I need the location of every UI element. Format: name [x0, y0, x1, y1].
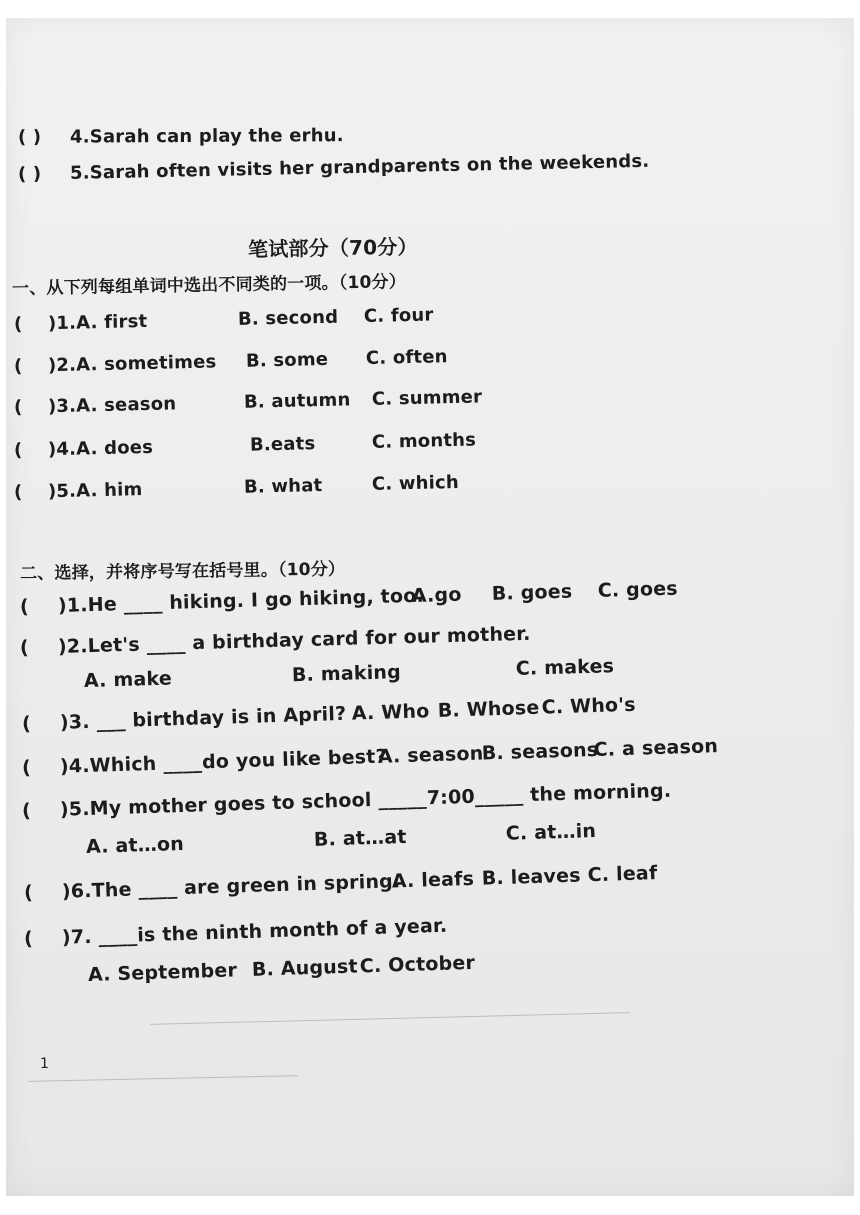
answer-bracket: (: [13, 396, 23, 418]
option-b: B. leaves: [481, 864, 581, 890]
answer-bracket: (: [13, 355, 23, 377]
option-c: C. summer: [371, 386, 483, 410]
answer-bracket: (: [13, 313, 23, 335]
option-a: )4.A. does: [47, 436, 154, 461]
question-text: )2.Let's ____ a birthday card for our mother.: [57, 622, 531, 658]
option-c: C. at…in: [505, 819, 597, 845]
option-c: C. Who's: [541, 693, 637, 719]
option-b: B. what: [243, 475, 323, 498]
question-text: )1.He ____ hiking. I go hiking, too.: [57, 584, 425, 617]
answer-bracket: ( ): [17, 126, 42, 148]
answer-bracket: (: [23, 881, 34, 904]
option-b: B. August: [251, 955, 359, 981]
answer-bracket: (: [21, 712, 32, 735]
option-b: B. second: [237, 306, 339, 330]
answer-bracket: (: [19, 595, 30, 618]
question-text: )3. ___ birthday is in April?: [59, 702, 347, 734]
option-c: C. four: [363, 304, 434, 328]
section-title: 笔试部分（70分）: [247, 234, 418, 262]
option-b: B. autumn: [243, 389, 351, 413]
option-c: C. often: [365, 346, 448, 370]
option-c: C. goes: [597, 577, 679, 602]
answer-bracket: (: [23, 927, 34, 950]
answer-bracket: (: [19, 636, 30, 659]
part2-heading: 二、选择，并将序号写在括号里。（10分）: [19, 559, 346, 584]
option-c: C. makes: [515, 655, 615, 680]
option-a: A. make: [83, 667, 173, 692]
question-text: )5.My mother goes to school _____7:00_____ the morning.: [59, 779, 672, 821]
part1-heading: 一、从下列每组单词中选出不同类的一项。（10分）: [11, 272, 407, 299]
statement-text: 5.Sarah often visits her grandparents on the weekends.: [69, 150, 650, 184]
option-a: )3.A. season: [47, 393, 177, 418]
question-text: )4.Which ____do you like best?: [59, 745, 388, 778]
option-c: C. which: [371, 471, 460, 495]
option-b: B. Whose: [437, 696, 540, 722]
answer-bracket: ( ): [17, 163, 42, 185]
option-a: )2.A. sometimes: [47, 351, 217, 377]
option-b: B. seasons: [481, 738, 599, 765]
option-a: A. Who: [351, 700, 430, 725]
option-a: A. September: [87, 959, 238, 986]
option-c: C. October: [359, 951, 476, 978]
answer-bracket: (: [21, 756, 32, 779]
question-text: )7. ____is the ninth month of a year.: [61, 914, 448, 949]
question-text: )6.The ____ are green in spring.: [61, 870, 401, 903]
option-b: B.eats: [249, 433, 316, 456]
option-b: B. at…at: [313, 825, 407, 851]
option-b: B. some: [245, 348, 329, 372]
true-false-item-4: [18, 125, 344, 148]
option-a: )5.A. him: [47, 479, 143, 503]
option-b: B. making: [291, 661, 402, 687]
option-a: A. at…on: [85, 832, 185, 858]
option-b: B. goes: [491, 580, 573, 605]
answer-bracket: (: [13, 439, 23, 461]
option-c: C. months: [371, 429, 477, 453]
option-a: A.go: [411, 583, 462, 608]
option-c: C. leaf: [587, 862, 658, 887]
answer-bracket: (: [21, 799, 32, 822]
page-number: 1: [40, 1056, 50, 1072]
option-c: C. a season: [593, 735, 719, 762]
option-a: )1.A. first: [47, 310, 148, 335]
option-a: A. leafs: [391, 867, 475, 893]
answer-bracket: (: [13, 481, 23, 503]
option-a: A. season: [377, 742, 484, 768]
statement-text: 4.Sarah can play the erhu.: [69, 125, 344, 148]
